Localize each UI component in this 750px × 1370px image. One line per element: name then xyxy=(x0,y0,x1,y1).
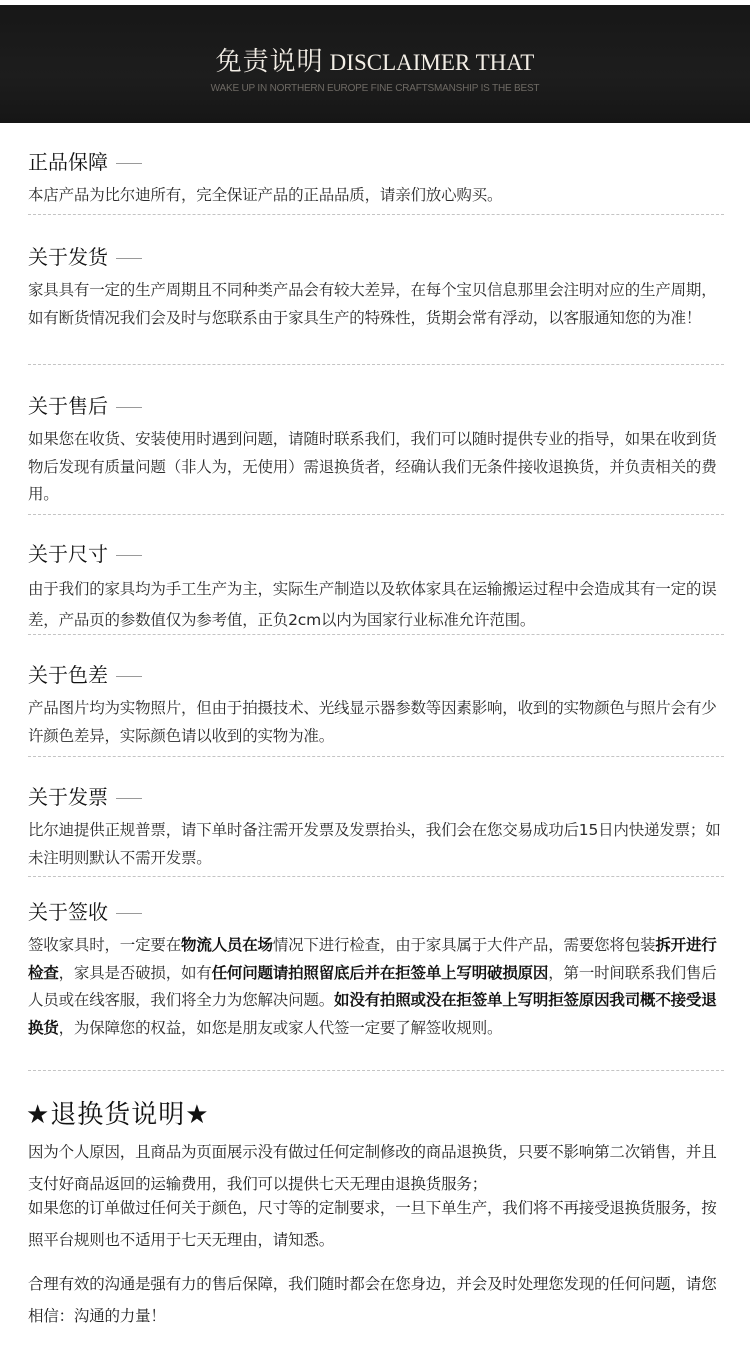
section-divider xyxy=(28,1070,724,1071)
section-title xyxy=(28,540,724,568)
title-dash xyxy=(116,555,142,556)
receipt-emphasis: 物流人员在场 xyxy=(181,936,273,954)
section-title-text: 关于签收 xyxy=(28,900,108,924)
section-after-sales xyxy=(28,392,724,509)
section-title xyxy=(28,898,724,926)
receipt-text: 签收家具时，一定要在 xyxy=(28,936,182,954)
receipt-text: 情况下进行检查，由于家具属于大件产品，需要您将包装 xyxy=(272,936,656,954)
section-divider xyxy=(28,514,724,515)
receipt-emphasis: 如没有拍照或没在拒签单上写明拒签原因我司概不接受退换货 xyxy=(28,991,717,1037)
returns-title: ★退换货说明★ xyxy=(26,1100,210,1130)
receipt-emphasis: 任何问题请拍照留底后并在拒签单上写明破损原因 xyxy=(211,963,549,982)
section-title xyxy=(28,148,724,176)
returns-paragraph: 因为个人原因，且商品为页面展示没有做过任何定制修改的商品退换货，只要不影响第二次销售，并且支付好商品返回的运输费用，我们可以提供七天无理由退换货服务； xyxy=(28,1143,717,1193)
section-divider xyxy=(28,756,724,757)
section-title xyxy=(28,661,724,689)
receipt-text: ，第一时间联系我们售后人员或在线客服，我们将全力为您解决问题。 xyxy=(28,963,717,1009)
section-body: 如果您在收货、安装使用时遇到问题，请随时联系我们，我们可以随时提供专业的指导，如果在收到货物后发现有质量问题（非人为，无使用）需退换货者，经确认我们无条件接收退换货，并负责相关的费用。 xyxy=(28,430,717,503)
section-body: 本店产品为比尔迪所有，完全保证产品的正品品质，请亲们放心购买。 xyxy=(28,186,503,204)
section-divider xyxy=(28,876,724,877)
section-receipt xyxy=(28,898,724,1042)
section-divider xyxy=(28,634,724,635)
returns-paragraph: 合理有效的沟通是强有力的售后保障，我们随时都会在您身边，并会及时处理您发现的任何问题，请您相信：沟通的力量！ xyxy=(28,1275,717,1325)
disclaimer-header-banner xyxy=(0,5,750,123)
receipt-text: ，为保障您的权益，如您是朋友或家人代签一定要了解签收规则。 xyxy=(58,1018,503,1037)
title-dash xyxy=(116,163,142,164)
section-title-text: 关于发票 xyxy=(28,785,108,809)
header-title xyxy=(0,41,750,78)
title-dash xyxy=(116,258,142,259)
title-dash xyxy=(116,913,142,914)
section-title xyxy=(28,392,724,420)
section-size xyxy=(28,540,724,636)
section-body: 家具具有一定的生产周期且不同种类产品会有较大差异，在每个宝贝信息那里会注明对应的生产周期，如有断货情况我们会及时与您联系由于家具生产的特殊性，货期会常有浮动，以客服通知您的为准！ xyxy=(28,281,717,327)
receipt-emphasis: 拆开进行检查 xyxy=(28,936,717,982)
receipt-text: ，家具是否破损，如有 xyxy=(58,963,212,982)
section-title-text: 关于发货 xyxy=(28,245,108,269)
section-title-text: 关于售后 xyxy=(28,394,108,418)
section-title-text: 关于色差 xyxy=(28,663,108,687)
section-body: 由于我们的家具均为手工生产为主，实际生产制造以及软体家具在运输搬运过程中会造成其有一定的误差，产品页的参数值仅为参考值，正负2cm以内为国家行业标准允许范围。 xyxy=(28,580,717,629)
section-title-text: 正品保障 xyxy=(28,150,108,174)
section-divider xyxy=(28,214,724,215)
section-invoice xyxy=(28,783,724,872)
section-color-difference xyxy=(28,661,724,750)
section-title xyxy=(28,243,724,271)
section-body: 产品图片均为实物照片，但由于拍摄技术、光线显示器参数等因素影响，收到的实物颜色与照片会有少许颜色差异，实际颜色请以收到的实物为准。 xyxy=(28,699,717,745)
header-title-en: DISCLAIMER THAT xyxy=(329,50,535,75)
header-subtitle: WAKE UP IN NORTHERN EUROPE FINE CRAFTSMANSHIP IS THE BEST xyxy=(210,83,540,94)
title-dash xyxy=(116,798,142,799)
section-title-text: 关于尺寸 xyxy=(28,542,108,566)
section-authenticity xyxy=(28,148,724,210)
section-body xyxy=(28,932,724,1042)
section-title xyxy=(28,783,724,811)
header-title-cn: 免责说明 xyxy=(215,47,324,77)
title-dash xyxy=(116,676,142,677)
section-shipping xyxy=(28,243,724,332)
returns-paragraph: 如果您的订单做过任何关于颜色，尺寸等的定制要求，一旦下单生产，我们将不再接受退换货服务，按照平台规则也不适用于七天无理由，请知悉。 xyxy=(28,1199,717,1249)
section-body: 比尔迪提供正规普票，请下单时备注需开发票及发票抬头，我们会在您交易成功后15日内快递发票；如未注明则默认不需开发票。 xyxy=(28,821,721,867)
section-divider xyxy=(28,364,724,365)
title-dash xyxy=(116,407,142,408)
